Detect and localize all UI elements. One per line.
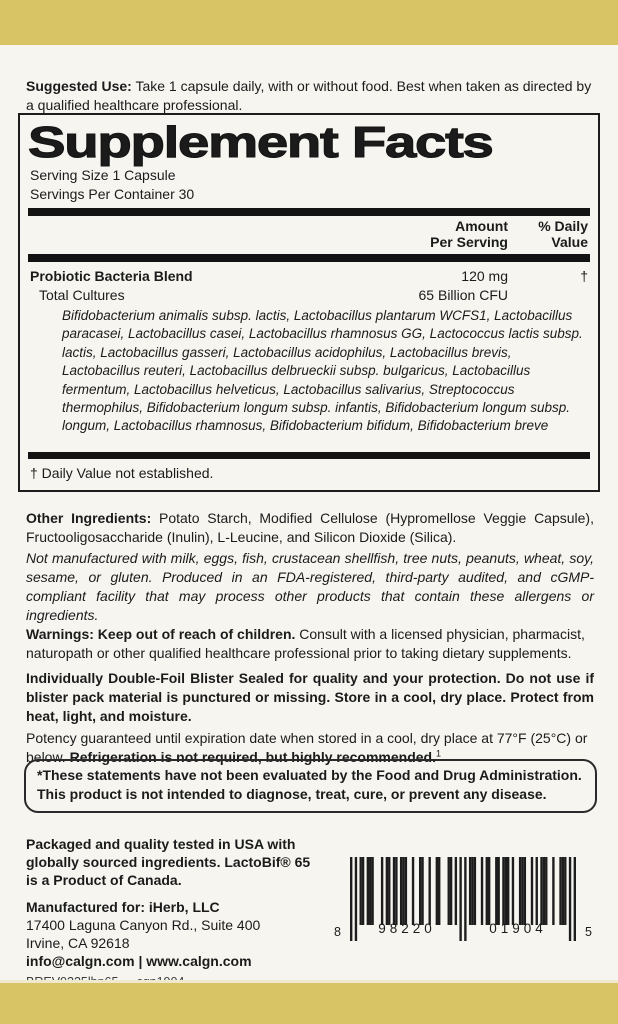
other-ingredients-label: Other Ingredients: xyxy=(26,510,152,526)
allergen-statement: Not manufactured with milk, eggs, fish, crustacean shellfish, tree nuts, peanuts, wheat, soy, sesame, or gluten. Produced in an FDA-registered, third-party audited, and cGMP-compliant facility that may process other products that contain these allergens or ingredients. xyxy=(26,550,594,623)
other-ingredients-text: Potato Starch, Modified Cellulose (Hypromellose Veggie Capsule), Fructooligosaccharide (Inulin), L-Leucine, and Silicon Dioxide (Silica). xyxy=(26,510,594,545)
footer xyxy=(26,831,594,991)
blend-row xyxy=(30,267,588,285)
barcode-digits-group1: 98220 xyxy=(378,921,436,936)
strain-list: Bifidobacterium animalis subsp. lactis, Lactobacillus plantarum WCFS1, Lactobacillus paracasei, Lactobacillus casei, Lactobacillus rhamnosus GG, Lactococcus lactis subsp. lactis, Lactobacillus gasseri, Lactobacillus acidophilus, Lactobacillus brevis, Lactobacillus reuteri, Lactobacillus delbrueckii subsp. bulgaricus, Lactobacillus fermentum, Lactobacillus helveticus, Lactobacillus salivarius, Streptococcus thermophilus, Bifidobacterium longum subsp. infantis, Bifidobacterium longum subsp. longum, Lactobacillus rhamnosus, Bifidobacterium bifidum, Bifidobacterium breve xyxy=(62,308,583,434)
blend-name: Probiotic Bacteria Blend xyxy=(30,268,193,284)
warnings-text: Consult with a licensed physician, pharmacist, naturopath or other qualified healthcare professional prior to taking dietary supplements. xyxy=(26,626,585,661)
supplement-facts-title: Supplement Facts xyxy=(28,118,493,167)
divider-bar-top xyxy=(28,208,590,216)
cultures-row xyxy=(30,286,588,304)
upc-barcode xyxy=(334,857,592,957)
warnings-paragraph xyxy=(26,625,594,663)
barcode-digits-group2: 01904 xyxy=(489,921,547,936)
packaged-statement-line1: Packaged and quality tested in USA with xyxy=(26,836,296,852)
blend-daily-value-dagger: † xyxy=(580,268,588,284)
suggested-use-text: Take 1 capsule daily, with or without food. Best when taken as directed by a qualified healthcare professional. xyxy=(26,78,592,113)
potency-bold-text: Refrigeration is not required, but highly recommended. xyxy=(69,749,436,765)
packaged-statement-line2: globally sourced ingredients. LactoBif® 65 xyxy=(26,854,311,870)
other-ingredients-paragraph xyxy=(26,509,594,547)
blend-amount: 120 mg xyxy=(461,268,508,284)
manufacturer-block xyxy=(26,835,331,991)
top-packaging-band xyxy=(0,0,618,45)
manufacturer-name: Manufactured for: iHerb, LLC xyxy=(26,899,220,915)
fda-disclaimer-box xyxy=(24,759,597,813)
warnings-label: Warnings: Keep out of reach of children. xyxy=(26,626,296,642)
serving-size: Serving Size 1 Capsule xyxy=(30,167,176,183)
packaged-statement-line3: is a Product of Canada. xyxy=(26,872,182,888)
suggested-use-label: Suggested Use: xyxy=(26,78,132,94)
suggested-use-paragraph xyxy=(26,77,594,115)
barcode-digit-left: 8 xyxy=(334,925,341,939)
divider-bar-bottom xyxy=(28,452,590,459)
manufacturer-address-2: Irvine, CA 92618 xyxy=(26,935,130,951)
servings-per-container: Servings Per Container 30 xyxy=(30,186,195,202)
bottom-packaging-band xyxy=(0,980,618,1024)
label-panel xyxy=(0,45,618,980)
potency-footnote-marker: 1 xyxy=(435,748,441,759)
manufacturer-address-1: 17400 Laguna Canyon Rd., Suite 400 xyxy=(26,917,261,933)
barcode-digit-right: 5 xyxy=(585,925,592,939)
blister-storage-paragraph: Individually Double-Foil Blister Sealed for quality and your protection. Do not use if blister pack material is punctured or missing. Store in a cool, dry place. Protect from heat, light, and moisture. xyxy=(26,670,594,724)
cultures-name: Total Cultures xyxy=(39,287,125,303)
contact-line: info@calgn.com | www.calgn.com xyxy=(26,953,252,969)
divider-bar-header xyxy=(28,254,590,262)
potency-text: Potency guaranteed until expiration date when stored in a cool, dry place at 77°F (25°C) or below. xyxy=(26,730,588,765)
daily-value-header: % Daily Value xyxy=(538,218,588,250)
cultures-amount: 65 Billion CFU xyxy=(418,287,508,303)
daily-value-footnote: † Daily Value not established. xyxy=(30,465,214,481)
facts-header-row xyxy=(30,218,588,250)
fda-disclaimer-text: *These statements have not been evaluated by the Food and Drug Administration. This product is not intended to diagnose, treat, cure, or prevent any disease. xyxy=(37,767,582,802)
supplement-facts-panel xyxy=(18,113,600,492)
amount-per-serving-header: Amount Per Serving xyxy=(430,218,508,250)
